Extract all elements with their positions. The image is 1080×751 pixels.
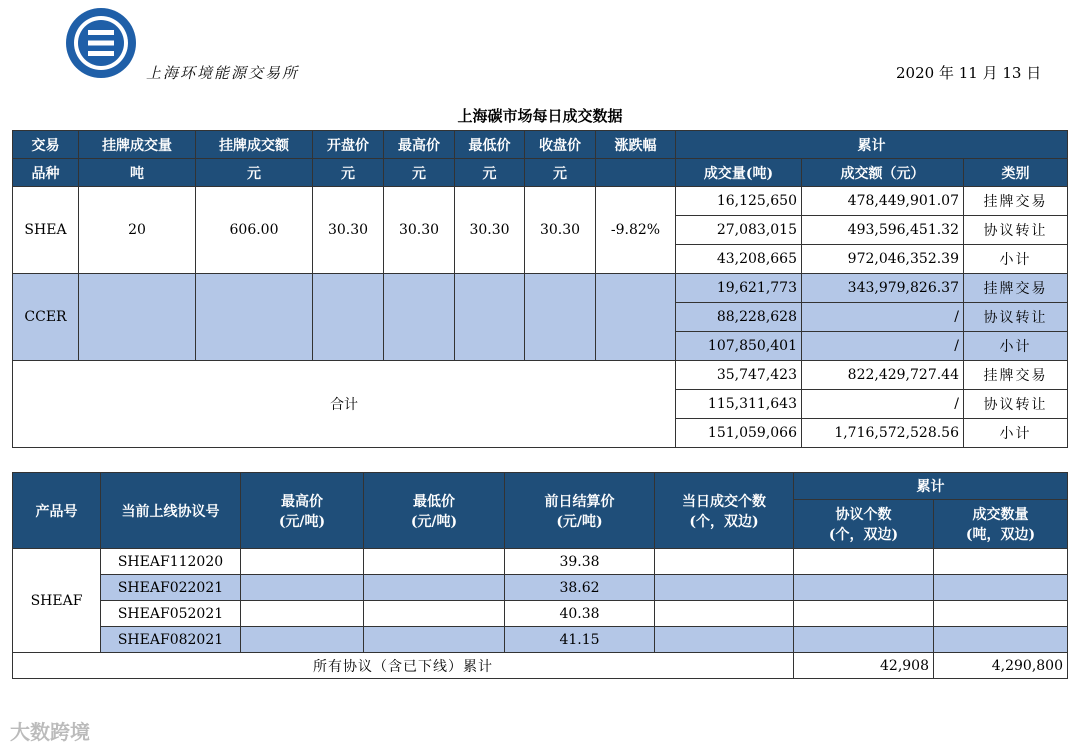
settle-price: 40.38 <box>505 601 655 627</box>
cum-volume: 19,621,773 <box>676 274 802 303</box>
watermark: 大数跨境 <box>10 720 90 744</box>
empty-cell <box>794 601 934 627</box>
empty-cell <box>364 601 505 627</box>
settle-price: 41.15 <box>505 627 655 653</box>
table-row <box>13 601 1068 627</box>
low-price: 30.30 <box>455 187 525 274</box>
table-row <box>13 361 1068 390</box>
table-row <box>13 274 1068 303</box>
header-contract: 当前上线协议号 <box>101 473 241 549</box>
contract-id: SHEAF022021 <box>101 575 241 601</box>
empty-cell <box>241 575 364 601</box>
cum-amount: / <box>802 390 964 419</box>
total-qty: 4,290,800 <box>934 653 1068 679</box>
cum-volume: 43,208,665 <box>676 245 802 274</box>
open-price: 30.30 <box>313 187 384 274</box>
header-listed-volume: 挂牌成交量 <box>79 131 196 159</box>
cum-amount: / <box>802 332 964 361</box>
high-price: 30.30 <box>384 187 455 274</box>
header-product: 产品号 <box>13 473 101 549</box>
category: 挂牌交易 <box>964 187 1068 216</box>
header-change: 涨跌幅 <box>596 131 676 159</box>
header-low: 最低价 (元/吨) <box>364 473 505 549</box>
empty-cell <box>196 274 313 361</box>
contract-id: SHEAF082021 <box>101 627 241 653</box>
cum-amount: 343,979,826.37 <box>802 274 964 303</box>
cum-amount: 972,046,352.39 <box>802 245 964 274</box>
empty-cell <box>364 549 505 575</box>
category: 协议转让 <box>964 390 1068 419</box>
table-row <box>13 575 1068 601</box>
table-row <box>13 653 1068 679</box>
header-day-count: 当日成交个数 (个，双边) <box>655 473 794 549</box>
empty-cell <box>934 601 1068 627</box>
empty-cell <box>241 627 364 653</box>
total-label: 合计 <box>13 361 676 448</box>
empty-cell <box>655 549 794 575</box>
product-name: CCER <box>13 274 79 361</box>
cum-volume: 16,125,650 <box>676 187 802 216</box>
empty-cell <box>455 274 525 361</box>
page-title: 上海碳市场每日成交数据 <box>457 107 623 125</box>
empty-cell <box>364 627 505 653</box>
empty-cell <box>313 274 384 361</box>
table-row <box>13 187 1068 216</box>
header-cum-count: 协议个数 (个，双边) <box>794 500 934 549</box>
cum-amount: / <box>802 303 964 332</box>
header-open: 开盘价 <box>313 131 384 159</box>
cum-amount: 493,596,451.32 <box>802 216 964 245</box>
header-item-2: 品种 <box>13 159 79 187</box>
cum-volume: 151,059,066 <box>676 419 802 448</box>
change-pct: -9.82% <box>596 187 676 274</box>
close-price: 30.30 <box>525 187 596 274</box>
empty-cell <box>384 274 455 361</box>
category: 挂牌交易 <box>964 361 1068 390</box>
header-cumulative: 累计 <box>794 473 1068 500</box>
cum-amount: 1,716,572,528.56 <box>802 419 964 448</box>
futures-table <box>12 472 1068 679</box>
empty-cell <box>596 274 676 361</box>
unit-yuan: 元 <box>196 159 313 187</box>
header-item: 交易 <box>13 131 79 159</box>
category: 小计 <box>964 332 1068 361</box>
empty-cell <box>794 549 934 575</box>
total-count: 42,908 <box>794 653 934 679</box>
contract-id: SHEAF052021 <box>101 601 241 627</box>
unit-ton: 吨 <box>79 159 196 187</box>
table-row <box>13 627 1068 653</box>
listed-volume: 20 <box>79 187 196 274</box>
header-settle: 前日结算价 (元/吨) <box>505 473 655 549</box>
cum-volume: 115,311,643 <box>676 390 802 419</box>
header-close: 收盘价 <box>525 131 596 159</box>
header-high: 最高价 <box>384 131 455 159</box>
report-date: 2020 年 11 月 13 日 <box>896 64 1042 82</box>
unit-yuan: 元 <box>455 159 525 187</box>
category: 协议转让 <box>964 216 1068 245</box>
empty-cell <box>79 274 196 361</box>
exchange-logo <box>64 6 138 80</box>
product-name: SHEA <box>13 187 79 274</box>
cum-volume: 35,747,423 <box>676 361 802 390</box>
cum-amount: 478,449,901.07 <box>802 187 964 216</box>
category: 挂牌交易 <box>964 274 1068 303</box>
empty-cell <box>934 549 1068 575</box>
unit-yuan: 元 <box>313 159 384 187</box>
daily-trading-table <box>12 130 1068 448</box>
category: 协议转让 <box>964 303 1068 332</box>
unit-yuan: 元 <box>384 159 455 187</box>
header-listed-amount: 挂牌成交额 <box>196 131 313 159</box>
cum-amount: 822,429,727.44 <box>802 361 964 390</box>
empty-cell <box>934 575 1068 601</box>
empty-cell <box>655 601 794 627</box>
empty-cell <box>655 627 794 653</box>
settle-price: 38.62 <box>505 575 655 601</box>
header-cum-volume: 成交量(吨) <box>676 159 802 187</box>
listed-amount: 606.00 <box>196 187 313 274</box>
settle-price: 39.38 <box>505 549 655 575</box>
header-cum-amount: 成交额（元） <box>802 159 964 187</box>
empty-cell <box>241 601 364 627</box>
table-row <box>13 549 1068 575</box>
header-cumulative: 累计 <box>676 131 1068 159</box>
unit-blank <box>596 159 676 187</box>
category: 小计 <box>964 419 1068 448</box>
empty-cell <box>655 575 794 601</box>
empty-cell <box>525 274 596 361</box>
category: 小计 <box>964 245 1068 274</box>
product-name: SHEAF <box>13 549 101 653</box>
cum-volume: 27,083,015 <box>676 216 802 245</box>
header-cum-qty: 成交数量 (吨，双边) <box>934 500 1068 549</box>
empty-cell <box>364 575 505 601</box>
unit-yuan: 元 <box>525 159 596 187</box>
org-name: 上海环境能源交易所 <box>146 64 300 82</box>
empty-cell <box>794 575 934 601</box>
empty-cell <box>934 627 1068 653</box>
header-low: 最低价 <box>455 131 525 159</box>
total-label: 所有协议（含已下线）累计 <box>13 653 794 679</box>
header-category: 类别 <box>964 159 1068 187</box>
cum-volume: 107,850,401 <box>676 332 802 361</box>
cum-volume: 88,228,628 <box>676 303 802 332</box>
header-high: 最高价 (元/吨) <box>241 473 364 549</box>
empty-cell <box>241 549 364 575</box>
contract-id: SHEAF112020 <box>101 549 241 575</box>
empty-cell <box>794 627 934 653</box>
